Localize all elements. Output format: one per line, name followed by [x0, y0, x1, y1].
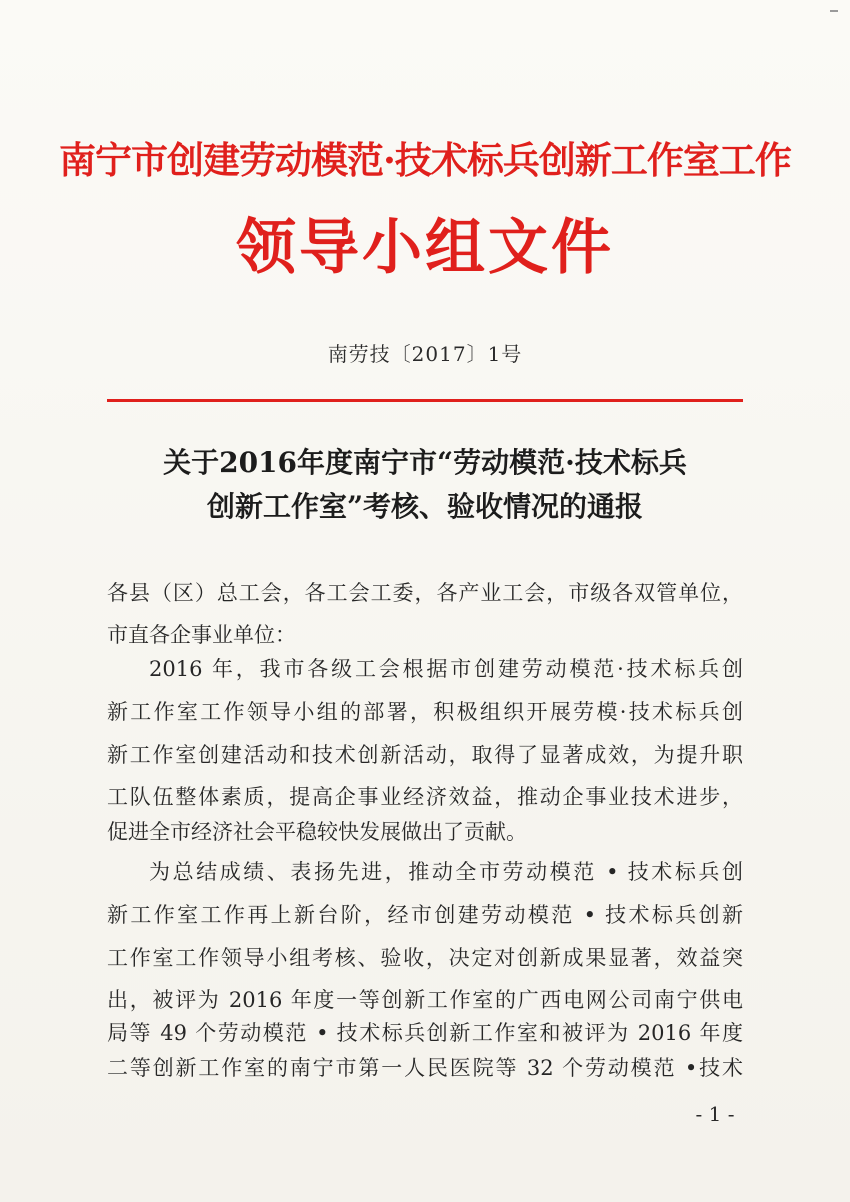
notice-title-line1: 关于2016年度南宁市“劳动模范·技术标兵 — [163, 446, 687, 479]
paragraph2-line: 新工作室工作再上新台阶，经市创建劳动模范 • 技术标兵创新 — [107, 903, 743, 927]
paragraph2-line: 工作室工作领导小组考核、验收，决定对创新成果显著，效益突 — [107, 946, 743, 970]
scan-mark — [830, 10, 838, 12]
paragraph2-line: 局等 49 个劳动模范 • 技术标兵创新工作室和被评为 2016 年度 — [107, 1021, 743, 1045]
paragraph1-line: 新工作室工作领导小组的部署，积极组织开展劳模·技术标兵创 — [107, 700, 743, 724]
addressee-line2: 市直各企事业单位： — [107, 623, 296, 647]
paragraph2-line: 出，被评为 2016 年度一等创新工作室的广西电网公司南宁供电 — [107, 988, 743, 1012]
notice-title-line2: 创新工作室”考核、验收情况的通报 — [206, 490, 644, 523]
document-number: 南劳技〔2017〕1号 — [327, 342, 523, 366]
addressee-line1: 各县（区）总工会，各工会工委，各产业工会，市级各双管单位， — [107, 581, 743, 605]
paragraph1-line: 工队伍整体素质，提高企事业经济效益，推动企事业技术进步， — [107, 785, 743, 809]
paragraph2-line: 二等创新工作室的南宁市第一人民医院等 32 个劳动模范 •技术 — [107, 1056, 743, 1080]
page-number: - 1 - — [695, 1102, 735, 1126]
paragraph2-line: 为总结成绩、表扬先进，推动全市劳动模范 • 技术标兵创 — [149, 860, 743, 884]
red-divider-line — [107, 399, 743, 402]
issuer-header-line2: 领导小组文件 — [236, 213, 614, 283]
paragraph1-line: 促进全市经济社会平稳较快发展做出了贡献。 — [107, 820, 527, 844]
issuer-header-line1: 南宁市创建劳动模范·技术标兵创新工作室工作 — [59, 138, 791, 182]
paragraph1-line: 2016 年，我市各级工会根据市创建劳动模范·技术标兵创 — [149, 657, 743, 681]
paragraph1-line: 新工作室创建活动和技术创新活动，取得了显著成效，为提升职 — [107, 743, 743, 767]
